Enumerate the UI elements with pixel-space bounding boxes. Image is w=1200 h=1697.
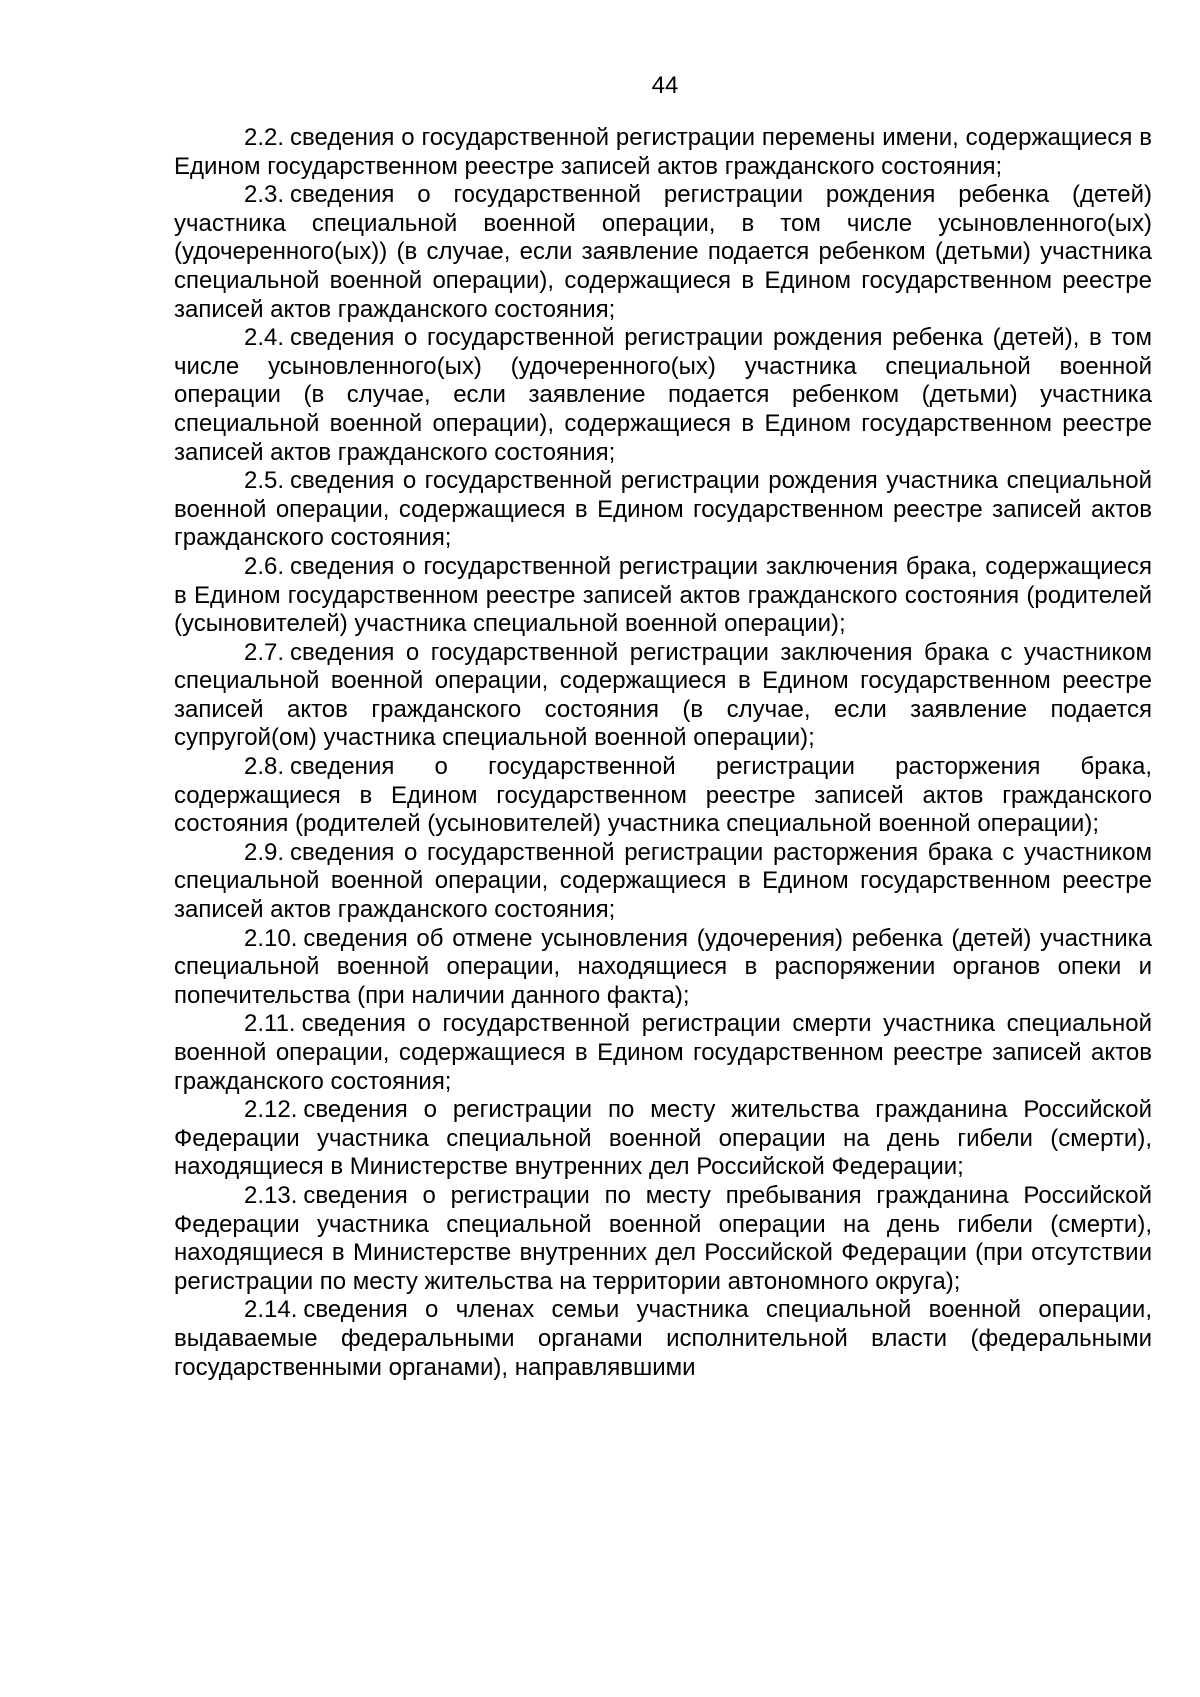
paragraph-2-9: [174, 839, 1152, 925]
paragraph-2-11: [174, 1010, 1152, 1096]
paragraph-number: 2.9.: [244, 838, 285, 866]
paragraph-number: 2.13.: [244, 1181, 298, 1209]
page-number: 44: [651, 72, 679, 99]
document-body: [174, 124, 1152, 1382]
paragraph-2-12: [174, 1096, 1152, 1182]
paragraph-number: 2.14.: [244, 1296, 298, 1324]
paragraph-text: сведения о членах семьи участника специальной военной операции, выдаваемые федеральными органами исполнительной власти (федеральными государственными органами), направлявшими: [174, 1296, 1152, 1381]
paragraph-text: сведения об отмене усыновления (удочерения) ребенка (детей) участника специальной военной операции, находящиеся в распоряжении органов опеки и попечительства (при наличии данного факта);: [174, 924, 1152, 1009]
paragraph-2-10: [174, 925, 1152, 1011]
paragraph-2-13: [174, 1182, 1152, 1296]
paragraph-number: 2.7.: [244, 638, 285, 666]
paragraph-number: 2.8.: [244, 753, 285, 781]
paragraph-number: 2.11.: [244, 1010, 296, 1038]
paragraph-2-14: [174, 1296, 1152, 1382]
paragraph-2-7: [174, 639, 1152, 753]
paragraph-2-5: [174, 467, 1152, 553]
paragraph-text: сведения о государственной регистрации рождения ребенка (детей), в том числе усыновленного(ых) (удочеренного(ых) участника специальной военной операции (в случае, если заявление подается ребенком (детьми) участника специальной военной операции), содержащиеся в Едином государственном реестре записей актов гражданского состояния;: [174, 324, 1152, 466]
paragraph-2-8: [174, 753, 1152, 839]
paragraph-text: сведения о государственной регистрации смерти участника специальной военной операции, содержащиеся в Едином государственном реестре записей актов гражданского состояния;: [174, 1010, 1152, 1095]
paragraph-text: сведения о регистрации по месту жительства гражданина Российской Федерации участника специальной военной операции на день гибели (смерти), находящиеся в Министерстве внутренних дел Российской Федерации;: [174, 1096, 1152, 1181]
paragraph-number: 2.12.: [244, 1096, 298, 1124]
paragraph-text: сведения о государственной регистрации рождения участника специальной военной операции, содержащиеся в Едином государственном реестре записей актов гражданского состояния;: [174, 467, 1152, 552]
paragraph-number: 2.6.: [244, 552, 285, 580]
paragraph-text: сведения о регистрации по месту пребывания гражданина Российской Федерации участника специальной военной операции на день гибели (смерти), находящиеся в Министерстве внутренних дел Российской Федерации (при отсутствии регистрации по месту жительства на территории автономного округа);: [174, 1181, 1152, 1295]
paragraph-text: сведения о государственной регистрации заключения брака с участником специальной военной операции, содержащиеся в Едином государственном реестре записей актов гражданского состояния (в случае, если заявление подается супругой(ом) участника специальной военной операции);: [174, 638, 1152, 752]
paragraph-number: 2.5.: [244, 467, 285, 495]
paragraph-text: сведения о государственной регистрации перемены имени, содержащиеся в Едином государственном реестре записей актов гражданского состояния;: [174, 124, 1152, 180]
paragraph-number: 2.2.: [244, 124, 285, 151]
paragraph-2-2: [174, 124, 1152, 181]
paragraph-text: сведения о государственной регистрации заключения брака, содержащиеся в Едином государственном реестре записей актов гражданского состояния (родителей (усыновителей) участника специальной военной операции);: [174, 552, 1152, 638]
paragraph-2-4: [174, 324, 1152, 467]
paragraph-number: 2.4.: [244, 324, 285, 352]
paragraph-number: 2.3.: [244, 181, 285, 209]
paragraph-text: сведения о государственной регистрации расторжения брака, содержащиеся в Едином государственном реестре записей актов гражданского состояния (родителей (усыновителей) участника специальной военной операции);: [174, 753, 1152, 838]
paragraph-text: сведения о государственной регистрации рождения ребенка (детей) участника специальной военной операции, в том числе усыновленного(ых) (удочеренного(ых)) (в случае, если заявление подается ребенком (детьми) участника специальной военной операции), содержащиеся в Едином государственном реестре записей актов гражданского состояния;: [174, 181, 1152, 323]
paragraph-2-6: [174, 553, 1152, 639]
paragraph-2-3: [174, 181, 1152, 324]
paragraph-number: 2.10.: [244, 924, 298, 952]
paragraph-text: сведения о государственной регистрации расторжения брака с участником специальной военной операции, содержащиеся в Едином государственном реестре записей актов гражданского состояния;: [174, 838, 1152, 924]
